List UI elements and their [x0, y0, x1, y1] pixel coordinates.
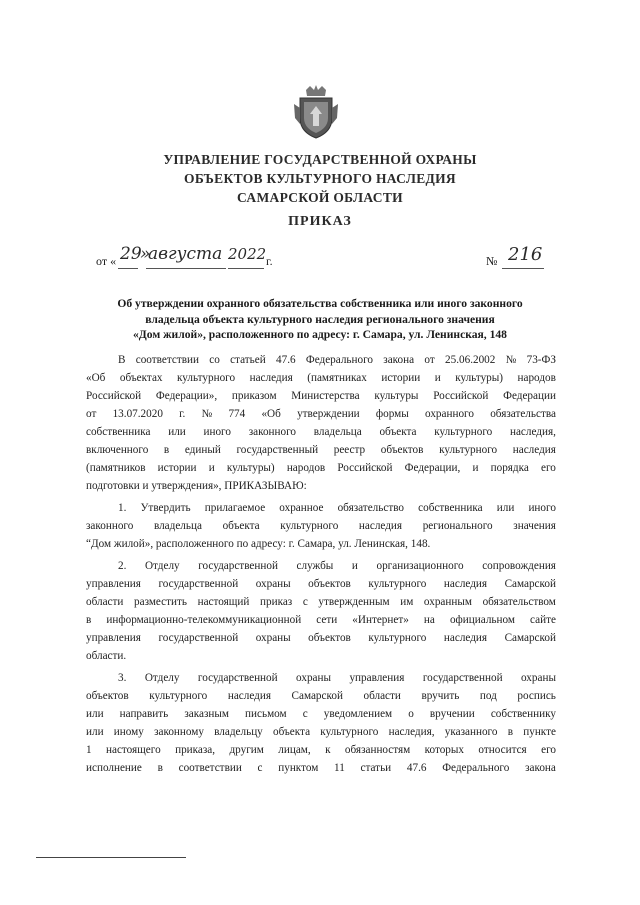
date-month-underline — [146, 268, 226, 269]
date-suffix: г. — [266, 254, 273, 268]
date-year-underline — [228, 268, 264, 269]
body-line: объектов культурного наследия Самарской области вручить под роспись — [86, 690, 556, 702]
body-line: «Об объектах культурного наследия (памятниках истории и культуры) народов — [86, 372, 556, 384]
body-line: подготовки и утверждения», ПРИКАЗЫВАЮ: — [86, 480, 307, 492]
body-line: “Дом жилой», расположенного по адресу: г. Самара, ул. Ленинская, 148. — [86, 538, 431, 550]
date-day: 29 — [120, 244, 142, 264]
date-day-underline — [118, 268, 138, 269]
organization-header — [0, 150, 640, 207]
body-line: или направить заказным письмом с уведомлением о вручении собственнику — [86, 708, 556, 720]
subject-line-2: владельца объекта культурного наследия регионального значения — [145, 312, 495, 326]
order-body — [86, 351, 556, 777]
date-year: 2022 — [228, 245, 267, 263]
body-line: исполнение в соответствии с пунктом 11 статьи 47.6 Федерального закона — [86, 762, 556, 774]
subject-line-1: Об утверждении охранного обязательства собственника или иного законного — [117, 297, 523, 310]
body-line: 1. Утвердить прилагаемое охранное обязательство собственника или иного — [118, 502, 556, 514]
body-line: собственника или иного законного владельца объекта культурного наследия, — [86, 426, 556, 438]
body-line: Российской Федерации», приказом Министерства культуры Российской Федерации — [86, 390, 556, 402]
document-type: ПРИКАЗ — [288, 214, 352, 229]
body-line: в информационно-телекоммуникационной сети «Интернет» на официальном сайте — [86, 614, 556, 626]
body-line: области разместить настоящий приказ с утвержденным им охранным обязательством — [86, 596, 556, 608]
body-line: законного владельца объекта культурного наследия регионального значения — [86, 520, 556, 532]
date-quote-close: » — [140, 244, 151, 264]
body-line: (памятников истории и культуры) народов Российской Федерации, и порядка его — [86, 462, 556, 474]
body-line: области. — [86, 650, 127, 662]
body-line: или иному законному владельцу объекта культурного наследия, указанного в пункте — [86, 726, 556, 738]
number-prefix: № — [486, 254, 498, 268]
body-line: 3. Отделу государственной охраны управления государственной охраны — [118, 672, 556, 684]
order-subject — [60, 296, 580, 343]
org-line-1: УПРАВЛЕНИЕ ГОСУДАРСТВЕННОЙ ОХРАНЫ — [163, 152, 477, 167]
number-underline — [502, 268, 544, 269]
body-line: включенного в единый государственный реестр объектов культурного наследия — [86, 444, 556, 456]
body-line: 1 настоящего приказа, другим лицам, к обязанностям которых относится его — [86, 744, 556, 756]
footnote-divider — [36, 857, 186, 858]
body-line: управления государственной охраны объектов культурного наследия Самарской — [86, 578, 556, 590]
date-month: августа — [148, 244, 223, 264]
subject-line-3: «Дом жилой», расположенного по адресу: г. Самара, ул. Ленинская, 148 — [133, 328, 507, 341]
order-number — [486, 246, 566, 268]
body-line: управления государственной охраны объектов культурного наследия Самарской — [86, 632, 556, 644]
coat-of-arms-emblem — [292, 84, 340, 140]
number-value: 216 — [508, 244, 543, 265]
body-line: 2. Отделу государственной службы и организационного сопровождения — [118, 560, 556, 572]
body-line: В соответствии со статьей 47.6 Федерального закона от 25.06.2002 № 73-ФЗ — [118, 354, 556, 366]
order-date — [96, 246, 296, 268]
org-line-3: САМАРСКОЙ ОБЛАСТИ — [237, 190, 403, 205]
body-line: от 13.07.2020 г. № 774 «Об утверждении формы охранного обязательства — [86, 408, 556, 420]
date-prefix: от « — [96, 254, 117, 268]
org-line-2: ОБЪЕКТОВ КУЛЬТУРНОГО НАСЛЕДИЯ — [184, 171, 456, 186]
